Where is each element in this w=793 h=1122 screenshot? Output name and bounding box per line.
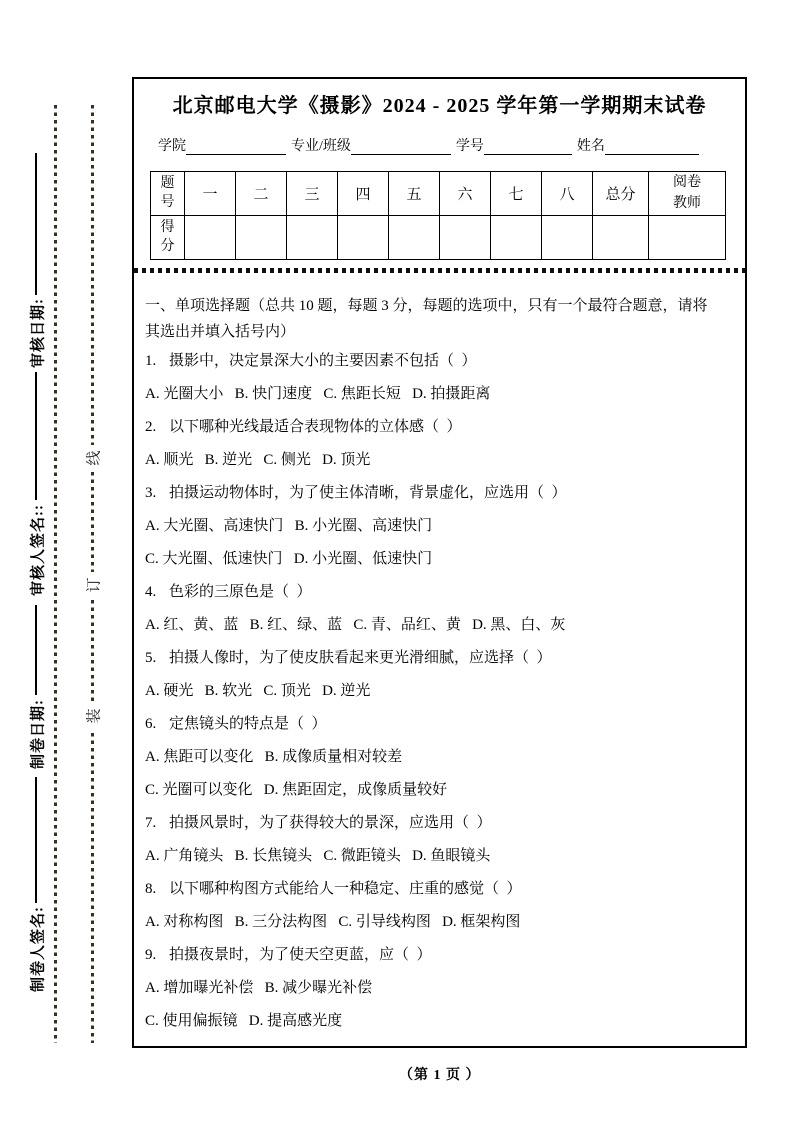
score-cell xyxy=(389,216,440,260)
signature-blank-line xyxy=(35,605,37,695)
page-number: （第 1 页 ） xyxy=(399,1068,481,1083)
paper-made-date-label: 制卷日期: xyxy=(30,699,47,769)
col-header-8: 八 xyxy=(542,172,593,216)
question-number: 4. xyxy=(145,584,157,600)
score-cell xyxy=(491,216,542,260)
score-cell xyxy=(338,216,389,260)
signature-blank-line xyxy=(35,153,37,295)
col-header-5: 五 xyxy=(389,172,440,216)
question-options: A. 大光圈、高速快门 B. 小光圈、高速快门 xyxy=(145,518,433,534)
question-stem: 3. 拍摄运动物体时，为了使主体清晰，背景虚化，应选用（ ） xyxy=(145,477,735,510)
score-table xyxy=(150,171,726,260)
college-label: 学院 xyxy=(158,139,186,154)
dotted-separator xyxy=(134,268,745,273)
question-5 xyxy=(145,642,735,708)
grader-cell xyxy=(649,216,726,260)
question-number: 1. xyxy=(145,353,157,369)
name-field xyxy=(577,135,699,155)
question-4 xyxy=(145,576,735,642)
name-blank xyxy=(605,137,699,155)
exam-title: 北京邮电大学《摄影》2024 - 2025 学年第一学期期末试卷 xyxy=(172,95,707,117)
question-number: 2. xyxy=(145,419,157,435)
name-label: 姓名 xyxy=(576,139,605,154)
score-cell xyxy=(236,216,287,260)
question-options: C. 大光圈、低速快门 D. 小光圈、低速快门 xyxy=(145,551,433,567)
binding-dotted-line-inner xyxy=(91,472,94,572)
question-number: 6. xyxy=(145,716,157,732)
exam-content-box xyxy=(132,77,747,1048)
question-8 xyxy=(145,873,735,939)
binding-dotted-line-inner xyxy=(91,105,94,445)
question-options: A. 顺光 B. 逆光 C. 侧光 D. 顶光 xyxy=(145,452,371,468)
reviewer-signature-label: 审核人签名:: xyxy=(30,504,47,596)
review-date-label: 审核日期: xyxy=(30,298,47,368)
score-table-header-row xyxy=(151,172,726,216)
col-header-1: 一 xyxy=(185,172,236,216)
question-options: A. 焦距可以变化 B. 成像质量相对较差 xyxy=(145,749,403,765)
question-stem: 8. 以下哪种构图方式能给人一种稳定、庄重的感觉（ ） xyxy=(145,873,735,906)
score-cell xyxy=(542,216,593,260)
college-blank xyxy=(186,137,286,155)
question-stem: 4. 色彩的三原色是（ ） xyxy=(145,576,735,609)
signature-blank-line xyxy=(35,777,37,903)
student-info-line xyxy=(158,135,745,155)
question-options: A. 对称构图 B. 三分法构图 C. 引导线构图 D. 框架构图 xyxy=(145,914,521,930)
question-stem: 6. 定焦镜头的特点是（ ） xyxy=(145,708,735,741)
question-9 xyxy=(145,939,735,1038)
binding-dotted-line-inner xyxy=(91,733,94,1043)
question-stem: 2. 以下哪种光线最适合表现物体的立体感（ ） xyxy=(145,411,735,444)
major-class-field xyxy=(291,135,451,155)
question-2 xyxy=(145,411,735,477)
total-score-header: 总分 xyxy=(593,172,649,216)
question-options: A. 广角镜头 B. 长焦镜头 C. 微距镜头 D. 鱼眼镜头 xyxy=(145,848,491,864)
section-heading-line-1: 一、单项选择题（总共 10 题，每题 3 分，每题的选项中，只有一个最符合题意，请将 xyxy=(145,298,708,314)
col-header-3: 三 xyxy=(287,172,338,216)
grader-header: 阅卷教师 xyxy=(649,172,726,216)
score-cell xyxy=(440,216,491,260)
major-class-label: 专业/班级 xyxy=(291,139,351,154)
question-options: A. 增加曝光补偿 B. 减少曝光补偿 xyxy=(145,980,373,996)
question-6 xyxy=(145,708,735,807)
score-cell xyxy=(287,216,338,260)
section-heading-line-2: 其选出并填入括号内） xyxy=(145,324,296,340)
binding-char-zhuang: 装 xyxy=(86,708,103,724)
question-stem: 7. 拍摄风景时，为了获得较大的景深，应选用（ ） xyxy=(145,807,735,840)
question-1 xyxy=(145,345,735,411)
paper-maker-signature-label: 制卷人签名: xyxy=(30,906,47,992)
question-options: A. 硬光 B. 软光 C. 顶光 D. 逆光 xyxy=(145,683,371,699)
question-number: 8. xyxy=(145,881,157,897)
question-number: 9. xyxy=(145,947,157,963)
score-row-header: 得分 xyxy=(151,216,185,260)
student-id-label: 学号 xyxy=(455,139,484,154)
major-class-blank xyxy=(351,137,451,155)
question-number: 3. xyxy=(145,485,157,501)
student-id-field xyxy=(456,135,572,155)
col-header-7: 七 xyxy=(491,172,542,216)
question-number-header: 题号 xyxy=(151,172,185,216)
binding-dotted-line-outer xyxy=(54,105,57,1043)
student-id-blank xyxy=(484,137,572,155)
question-options: A. 光圈大小 B. 快门速度 C. 焦距长短 D. 拍摄距离 xyxy=(145,386,491,402)
question-number: 7. xyxy=(145,815,157,831)
question-stem: 9. 拍摄夜景时，为了使天空更蓝，应（ ） xyxy=(145,939,735,972)
signature-blank-line xyxy=(35,372,37,500)
question-section xyxy=(145,293,735,1038)
col-header-4: 四 xyxy=(338,172,389,216)
question-stem: 5. 拍摄人像时，为了使皮肤看起来更光滑细腻，应选择（ ） xyxy=(145,642,735,675)
question-options: C. 光圈可以变化 D. 焦距固定，成像质量较好 xyxy=(145,782,448,798)
score-cell xyxy=(185,216,236,260)
binding-char-xian: 线 xyxy=(86,450,103,466)
question-stem: 1. 摄影中，决定景深大小的主要因素不包括（ ） xyxy=(145,345,735,378)
question-number: 5. xyxy=(145,650,157,666)
question-7 xyxy=(145,807,735,873)
question-options: C. 使用偏振镜 D. 提高感光度 xyxy=(145,1013,343,1029)
college-field xyxy=(158,135,286,155)
question-3 xyxy=(145,477,735,576)
score-table-score-row xyxy=(151,216,726,260)
binding-dotted-line-inner xyxy=(91,600,94,705)
binding-char-ding: 订 xyxy=(86,577,103,593)
total-score-cell xyxy=(593,216,649,260)
col-header-2: 二 xyxy=(236,172,287,216)
question-options: A. 红、黄、蓝 B. 红、绿、蓝 C. 青、品红、黄 D. 黑、白、灰 xyxy=(145,617,566,633)
col-header-6: 六 xyxy=(440,172,491,216)
